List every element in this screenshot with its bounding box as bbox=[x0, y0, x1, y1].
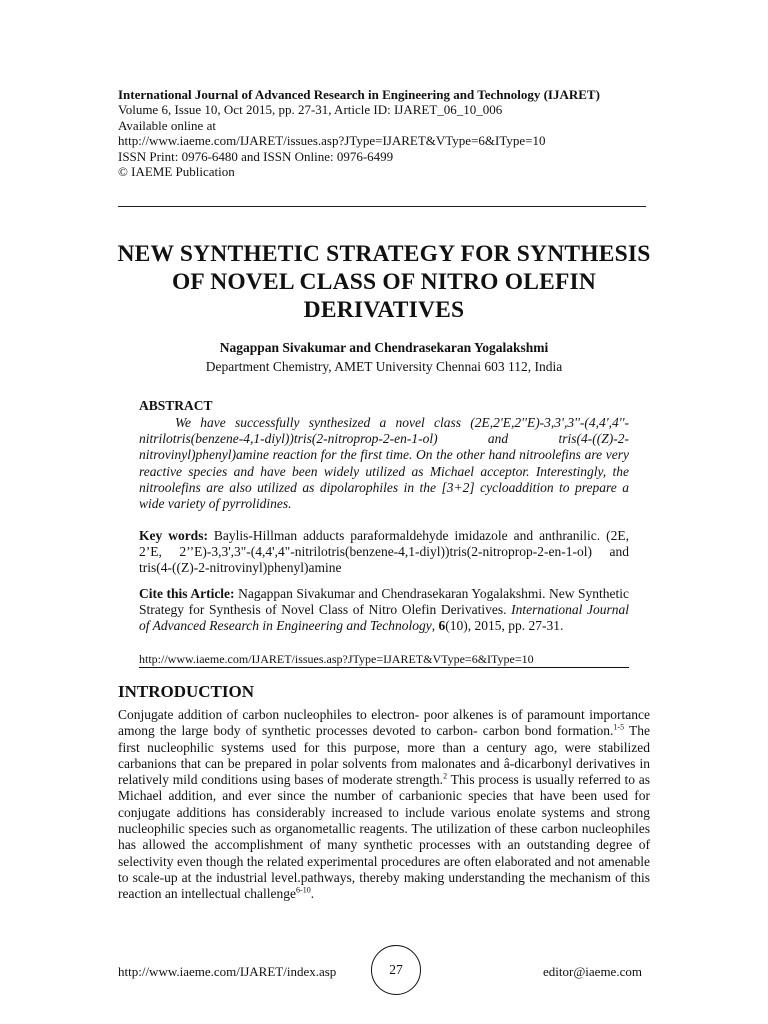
cite-volume: 6 bbox=[438, 618, 446, 634]
introduction-paragraph bbox=[118, 707, 650, 903]
citation: Cite this Article: Nagappan Sivakumar and Chendrasekaran Yogalakshmi. New Synthetic Strategy for Synthesis of Novel Class of Nitro Olefin Derivatives. International Journal of Advanced Research in Engineering and Technology, 6(10), 2015, pp. 27-31. bbox=[139, 586, 630, 634]
keywords bbox=[139, 528, 629, 577]
citation-divider bbox=[139, 667, 629, 668]
citation-sup-3: 6-10 bbox=[296, 885, 311, 895]
journal-name: International Journal of Advanced Research in Engineering and Technology (IJARET) bbox=[118, 87, 600, 102]
available-online: Available online at bbox=[118, 117, 216, 133]
citation-sup-1: 1-5 bbox=[613, 722, 625, 732]
intro-text-3: This process is usually referred to as Michael addition, and ever since the number of carbanionic species that have been used for conjugate additions has considerably increased to include various enolate systems and strong nucleophilic species such as organometallic reagents. The utilization of these carbon nucleophiles has allowed the accomplishment of many synthetic processes with an outstanding degree of selectivity even though the related experimental procedures are often elaborated and not amenable to scale-up at the industrial level.pathways, thereby making understanding the mechanism of this reaction an intellectual challenge bbox=[118, 772, 651, 902]
keywords-text: Baylis-Hillman adducts paraformaldehyde imidazole and anthranilic. (2E, 2’E, 2’’E)-3,3',3"-(4,4',4"-nitrilotris(benzene-4,1-diyl))tris(2-nitroprop-2-en-1-ol) and tris(4-((Z)-2-nitrovinyl)phenyl)amine bbox=[139, 528, 629, 576]
footer-email[interactable]: editor@iaeme.com bbox=[543, 964, 642, 979]
cite-rest: (10), 2015, pp. 27-31. bbox=[445, 618, 564, 634]
abstract-body: We have successfully synthesized a novel class (2E,2'E,2''E)-3,3',3''-(4,4',4''-nitrilotris(benzene-4,1-diyl))tris(2-nitroprop-2-en-1-ol) and tris(4-((Z)-2-nitrovinyl)phenyl)amine reaction for the first time. On the other hand nitroolefins are very reactive species and have been widely utilized as Michael acceptor. Interestingly, the nitroolefins are also utilized as dipolarophiles in the [3+2] cycloaddition to prepare a wide variety of pyrrolidines. bbox=[139, 415, 629, 512]
authors: Nagappan Sivakumar and Chendrasekaran Yogalakshmi bbox=[219, 340, 549, 355]
keywords-label: Key words: bbox=[139, 528, 208, 543]
affiliation: Department Chemistry, AMET University Chennai 603 112, India bbox=[205, 359, 563, 374]
citation-sup-2: 2 bbox=[443, 771, 448, 781]
publisher: © IAEME Publication bbox=[118, 164, 235, 180]
page-number: 27 bbox=[371, 945, 421, 995]
journal-header bbox=[118, 87, 648, 179]
cite-journal: International Journal of Advanced Research in Engineering and Technology bbox=[139, 602, 629, 634]
footer-url[interactable]: http://www.iaeme.com/IJARET/index.asp bbox=[118, 964, 337, 979]
header-divider bbox=[118, 206, 646, 207]
intro-text-2: The first nucleophilic systems used for this purpose, more than a century ago, were stabilized carbanions that can be prepared in polar solvents from malonates and â-dicarbonyl derivatives in relatively mild conditions using bases of moderate strength. bbox=[118, 723, 650, 788]
cite-text: Nagappan Sivakumar and Chendrasekaran Yogalakshmi. New Synthetic Strategy for Synthesis of Novel Class of Nitro Olefin Derivatives. bbox=[139, 586, 630, 618]
intro-text-4: . bbox=[310, 886, 315, 902]
intro-text-1: Conjugate addition of carbon nucleophiles to electron- poor alkenes is of paramount importance among the large body of synthetic processes devoted to carbon- carbon bond formation. bbox=[118, 707, 650, 739]
paper-title: NEW SYNTHETIC STRATEGY FOR SYNTHESIS OF NOVEL CLASS OF NITRO OLEFIN DERIVATIVES bbox=[117, 241, 651, 323]
introduction-heading: INTRODUCTION bbox=[118, 682, 255, 701]
volume-info: Volume 6, Issue 10, Oct 2015, pp. 27-31, Article ID: IJARET_06_10_006 bbox=[118, 102, 503, 118]
cite-label: Cite this Article: bbox=[139, 586, 235, 601]
issue-url[interactable]: http://www.iaeme.com/IJARET/issues.asp?JType=IJARET&VType=6&IType=10 bbox=[118, 133, 546, 149]
cite-url[interactable]: http://www.iaeme.com/IJARET/issues.asp?JType=IJARET&VType=6&IType=10 bbox=[139, 652, 534, 666]
issn-info: ISSN Print: 0976-6480 and ISSN Online: 0976-6499 bbox=[118, 148, 394, 164]
abstract-heading: ABSTRACT bbox=[139, 398, 213, 413]
